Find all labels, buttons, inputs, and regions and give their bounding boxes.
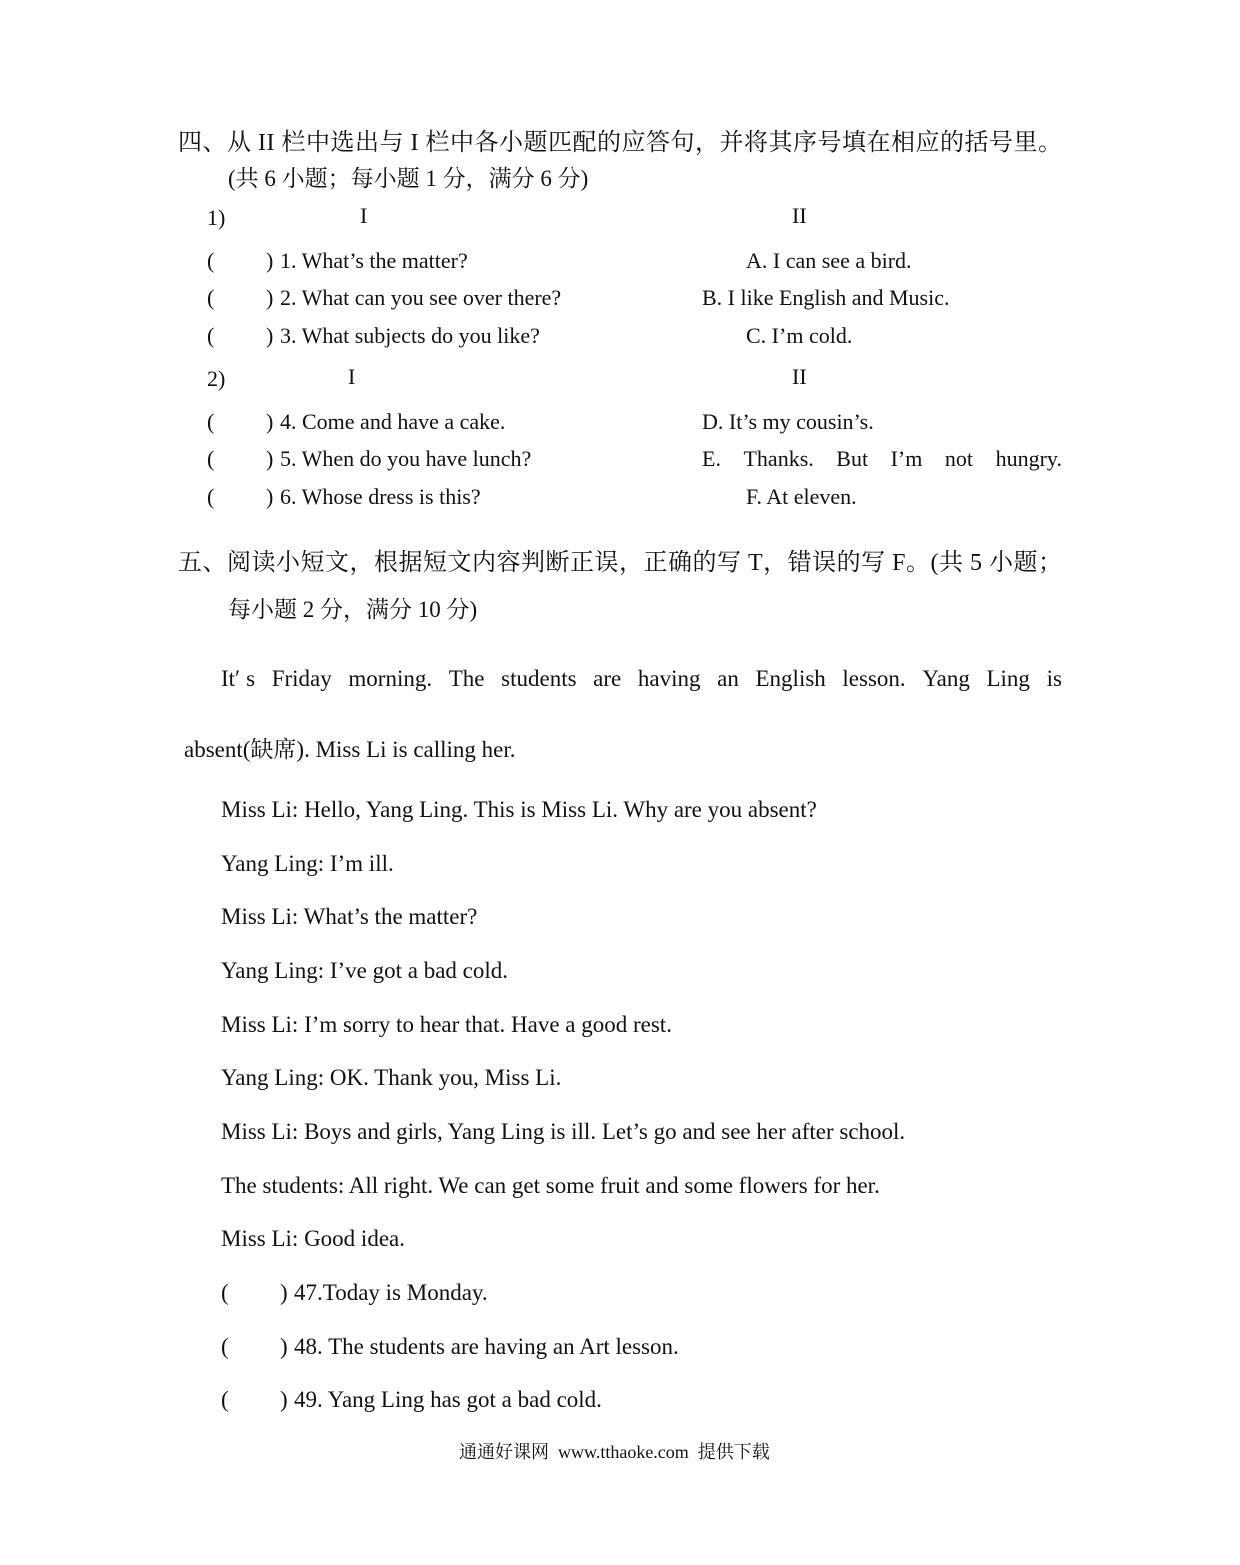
group2-col2-header: II (792, 364, 807, 389)
q2-open-paren: ( (207, 285, 215, 310)
q1-open-paren: ( (207, 248, 215, 273)
answer-c: C. I’m cold. (746, 323, 853, 348)
intro-word: is (1046, 666, 1062, 691)
q2-text: 2. What can you see over there? (280, 285, 562, 310)
answer-e-word: not (944, 446, 974, 471)
intro-word: an (717, 666, 739, 691)
q6-text: 6. Whose dress is this? (280, 484, 481, 509)
answer-a: A. I can see a bird. (746, 248, 912, 273)
q4-open-paren: ( (207, 409, 215, 434)
intro-word: s (246, 666, 256, 691)
answer-e-word: Thanks. (743, 446, 814, 471)
q49-close-paren: ) (280, 1387, 288, 1412)
dialogue-line: Miss Li: Boys and girls, Yang Ling is ill. Let’s go and see her after school. (221, 1119, 906, 1144)
answer-e-word: But (836, 446, 869, 471)
q47-close-paren: ) (280, 1280, 288, 1305)
dialogue-line: The students: All right. We can get some fruit and some flowers for her. (221, 1173, 880, 1198)
intro-word: students (501, 666, 577, 691)
q3-text: 3. What subjects do you like? (280, 323, 540, 348)
section5-subtitle: 每小题 2 分，满分 10 分) (228, 597, 478, 622)
q47-text: 47.Today is Monday. (294, 1280, 488, 1305)
q49-text: 49. Yang Ling has got a bad cold. (294, 1387, 602, 1412)
group1-col1-header: I (360, 203, 368, 228)
intro-word: morning. (348, 666, 433, 691)
dialogue-line: Yang Ling: I’ve got a bad cold. (221, 958, 509, 983)
intro-line-2: absent(缺席). Miss Li is calling her. (184, 737, 516, 762)
answer-d: D. It’s my cousin’s. (702, 409, 874, 434)
intro-word: Friday (271, 666, 332, 691)
q2-close-paren: ) (266, 285, 274, 310)
dialogue-line: Miss Li: I’m sorry to hear that. Have a good rest. (221, 1012, 672, 1037)
dialogue-line: Miss Li: Hello, Yang Ling. This is Miss Li. Why are you absent? (221, 797, 817, 822)
section5-title: 五、阅读小短文，根据短文内容判断正误，正确的写 T，错误的写 F。(共 5 小题； (178, 550, 1063, 576)
intro-line-1 (221, 666, 1062, 692)
answer-e-word: E. (702, 446, 721, 471)
answer-f: F. At eleven. (746, 484, 857, 509)
q6-close-paren: ) (266, 484, 274, 509)
q5-open-paren: ( (207, 446, 215, 471)
intro-word: It′ (221, 666, 241, 691)
answer-e (702, 446, 1062, 472)
answer-e-word: I’m (890, 446, 923, 471)
intro-word: are (593, 666, 622, 691)
q49-open-paren: ( (221, 1387, 229, 1412)
page-footer: 通通好课网 www.tthaoke.com 提供下载 (459, 1442, 770, 1462)
dialogue-line: Yang Ling: OK. Thank you, Miss Li. (221, 1065, 562, 1090)
intro-word: The (448, 666, 485, 691)
q1-close-paren: ) (266, 248, 274, 273)
group2-label: 2) (207, 366, 226, 391)
dialogue-line: Yang Ling: I’m ill. (221, 851, 394, 876)
q4-close-paren: ) (266, 409, 274, 434)
q3-close-paren: ) (266, 323, 274, 348)
answer-b: B. I like English and Music. (702, 285, 950, 310)
group2-col1-header: I (348, 364, 356, 389)
q6-open-paren: ( (207, 484, 215, 509)
section4-title: 四、从 II 栏中选出与 I 栏中各小题匹配的应答句，并将其序号填在相应的括号里。 (178, 130, 1063, 156)
q5-text: 5. When do you have lunch? (280, 446, 532, 471)
q4-text: 4. Come and have a cake. (280, 409, 506, 434)
group1-label: 1) (207, 205, 226, 230)
q47-open-paren: ( (221, 1280, 229, 1305)
q48-open-paren: ( (221, 1334, 229, 1359)
q3-open-paren: ( (207, 323, 215, 348)
q5-close-paren: ) (266, 446, 274, 471)
intro-word: lesson. (842, 666, 906, 691)
q48-text: 48. The students are having an Art lesson. (294, 1334, 679, 1359)
q48-close-paren: ) (280, 1334, 288, 1359)
answer-e-word: hungry. (995, 446, 1062, 471)
intro-word: Ling (986, 666, 1030, 691)
q1-text: 1. What’s the matter? (280, 248, 468, 273)
group1-col2-header: II (792, 203, 807, 228)
dialogue-line: Miss Li: Good idea. (221, 1226, 405, 1251)
dialogue-line: Miss Li: What’s the matter? (221, 904, 478, 929)
intro-word: having (637, 666, 701, 691)
intro-word: English (755, 666, 826, 691)
intro-word: Yang (922, 666, 970, 691)
section4-subtitle: (共 6 小题；每小题 1 分，满分 6 分) (228, 166, 589, 191)
